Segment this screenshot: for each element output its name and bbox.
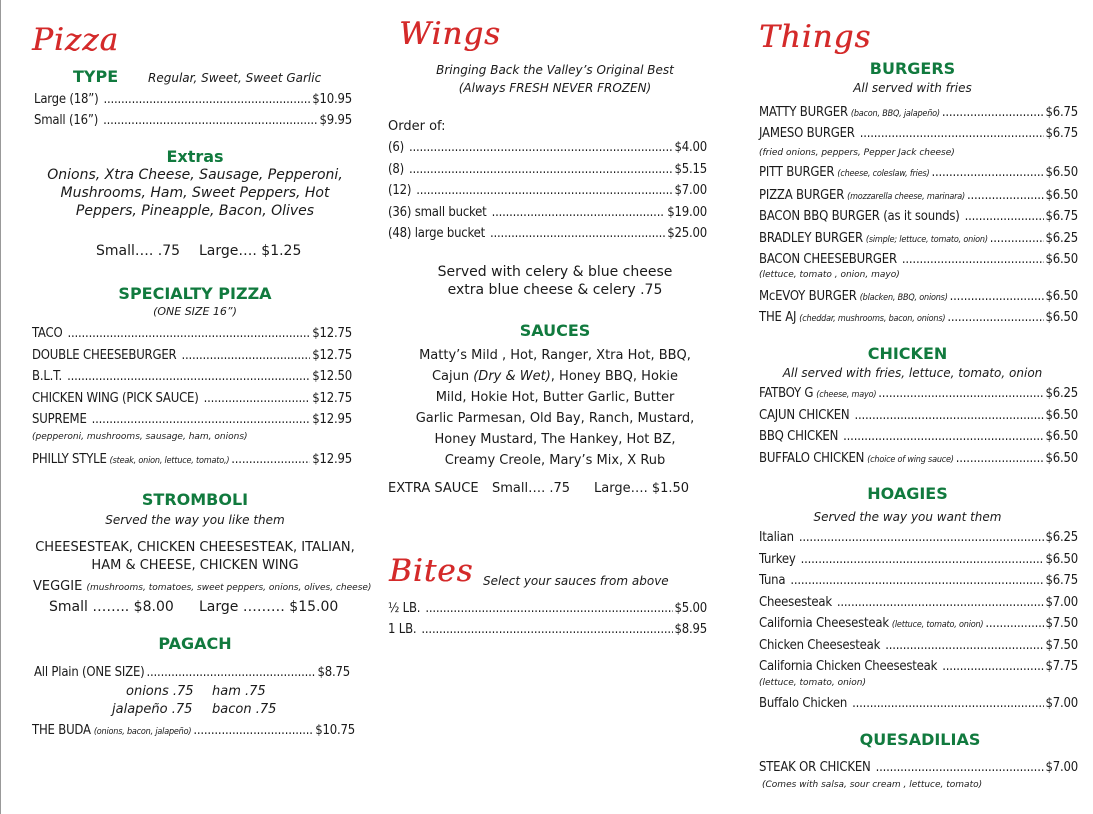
supreme-description: (pepperoni, mushrooms, sausage, ham, onions) — [32, 432, 248, 442]
stromboli-heading: STROMBOLI — [141, 490, 249, 509]
menu-item-row — [759, 209, 1078, 224]
dot-leader — [103, 113, 317, 128]
dot-leader — [950, 289, 1044, 304]
extras-heading: Extras — [166, 147, 224, 166]
menu-item-row — [32, 326, 352, 341]
burgers-note: All served with fries — [853, 81, 972, 95]
pagach-addon: ham .75 — [212, 684, 266, 699]
item-price: $6.75 — [1045, 126, 1078, 141]
menu-item-row — [388, 140, 707, 155]
dot-leader — [965, 209, 1044, 224]
served-line: Served with celery & blue cheese — [437, 264, 673, 280]
item-price: $12.75 — [312, 391, 352, 406]
pagach-heading: PAGACH — [158, 634, 232, 653]
item-name: TACO — [32, 326, 63, 341]
dot-leader — [985, 616, 1043, 631]
menu-item-row — [32, 452, 352, 467]
item-note: (cheese, mayo) — [816, 390, 877, 400]
menu-item-row — [759, 616, 1078, 631]
quesadillas-heading: QUESADILIAS — [859, 730, 981, 749]
item-price: $12.95 — [312, 452, 352, 467]
type-heading: TYPE — [73, 67, 119, 86]
item-name: ½ LB. — [388, 601, 421, 616]
item-price: $6.50 — [1045, 552, 1078, 567]
item-price: $19.00 — [667, 205, 707, 220]
menu-item-row — [759, 126, 1078, 141]
item-name: CAJUN CHICKEN — [759, 408, 850, 423]
item-name: Chicken Cheesesteak — [759, 638, 881, 653]
item-name: (8) — [388, 162, 404, 177]
dot-leader — [801, 552, 1044, 567]
item-name: BACON BBQ BURGER (as it sounds) — [759, 209, 960, 224]
item-price: $6.50 — [1045, 310, 1078, 325]
menu-item-row — [759, 696, 1078, 711]
dot-leader — [799, 530, 1044, 545]
item-name: DOUBLE CHEESEBURGER — [32, 348, 177, 363]
dot-leader — [67, 326, 310, 341]
menu-item-row — [34, 92, 352, 107]
menu-item-row — [388, 622, 707, 637]
pagach-item — [34, 665, 350, 680]
menu-item-row — [759, 760, 1078, 775]
item-name: PIZZA BURGER — [759, 188, 845, 203]
dot-leader — [852, 696, 1043, 711]
item-price: $8.75 — [317, 665, 350, 680]
bites-title: Bites — [389, 553, 474, 589]
menu-item-row — [759, 408, 1078, 423]
menu-item-row — [388, 601, 707, 616]
dot-leader — [837, 595, 1044, 610]
hoagies-note: Served the way you want them — [813, 510, 1002, 524]
sauce-line: Honey Mustard, The Hankey, Hot BZ, — [434, 432, 676, 447]
item-price: $4.00 — [674, 140, 707, 155]
pizza-title: Pizza — [32, 22, 119, 58]
sauce-line: Garlic Parmesan, Old Bay, Ranch, Mustard, — [415, 411, 695, 426]
item-price: $6.25 — [1045, 386, 1078, 401]
sauce-line: Cajun (Dry & Wet), Honey BBQ, Hokie — [431, 369, 679, 384]
item-name: Tuna — [759, 573, 786, 588]
item-name: THE BUDA — [32, 723, 91, 738]
dot-leader — [492, 205, 666, 220]
things-title: Things — [759, 19, 872, 55]
stromboli-list — [0, 539, 390, 575]
pagach-addon: onions .75 — [126, 684, 194, 699]
item-note: (cheddar, mushrooms, bacon, onions) — [799, 314, 946, 324]
sauces-heading: SAUCES — [519, 321, 591, 340]
item-name: California Chicken Cheesesteak — [759, 659, 938, 674]
item-note: (blacken, BBQ, onions) — [859, 293, 948, 303]
menu-item-row — [32, 348, 352, 363]
dot-leader — [854, 408, 1043, 423]
menu-item-row — [759, 429, 1078, 444]
menu-item-row — [759, 638, 1078, 653]
item-price: $7.00 — [674, 183, 707, 198]
item-name: BBQ CHICKEN — [759, 429, 839, 444]
item-name: 1 LB. — [388, 622, 417, 637]
bites-note: Select your sauces from above — [483, 574, 669, 588]
dot-leader — [416, 183, 672, 198]
item-name: (36) small bucket — [388, 205, 487, 220]
dot-leader — [147, 665, 316, 680]
item-price: $7.00 — [1045, 595, 1078, 610]
menu-item-row — [32, 412, 352, 427]
served-line: extra blue cheese & celery .75 — [447, 282, 663, 298]
item-note: (mozzarella cheese, marinara) — [847, 192, 965, 202]
menu-item-row — [759, 252, 1078, 267]
item-price: $5.15 — [674, 162, 707, 177]
extras-line: Mushrooms, Ham, Sweet Peppers, Hot — [60, 185, 330, 201]
sauce-line: Matty’s Mild , Hot, Ranger, Xtra Hot, BBQ, — [419, 348, 691, 363]
menu-item-row — [388, 162, 707, 177]
item-note: (choice of wing sauce) — [867, 455, 954, 465]
item-price: $6.25 — [1045, 530, 1078, 545]
menu-item-row — [759, 573, 1078, 588]
item-name: BRADLEY BURGER — [759, 231, 863, 246]
dot-leader — [204, 391, 311, 406]
sauce-line: Mild, Hokie Hot, Butter Garlic, Butter — [435, 390, 675, 405]
item-note: (steak, onion, lettuce, tomato,) — [109, 456, 230, 466]
wings-tagline-2: (Always FRESH NEVER FROZEN) — [458, 81, 652, 95]
dot-leader — [409, 162, 673, 177]
item-price: $12.50 — [312, 369, 352, 384]
menu-item-row — [759, 552, 1078, 567]
item-price: $6.50 — [1045, 252, 1078, 267]
item-name: Small (16”) — [34, 113, 99, 128]
menu-item-row — [759, 105, 1078, 120]
item-name: MATTY BURGER — [759, 105, 848, 120]
item-price: $7.50 — [1045, 616, 1078, 631]
veggie-note: (mushrooms, tomatoes, sweet peppers, onions, olives, cheese) — [86, 583, 372, 593]
dot-leader — [103, 92, 310, 107]
item-name: THE AJ — [759, 310, 797, 325]
item-name: California Cheesesteak — [759, 616, 889, 631]
item-name: Cheesesteak — [759, 595, 832, 610]
type-note: Regular, Sweet, Sweet Garlic — [148, 71, 322, 85]
item-name: (12) — [388, 183, 412, 198]
item-name: SUPREME — [32, 412, 87, 427]
dot-leader — [790, 573, 1043, 588]
item-price: $7.00 — [1045, 696, 1078, 711]
dot-leader — [181, 348, 310, 363]
menu-item-row — [388, 183, 707, 198]
order-label: Order of: — [388, 119, 446, 134]
item-price: $6.50 — [1045, 289, 1078, 304]
dot-leader — [878, 386, 1043, 401]
dot-leader — [885, 638, 1043, 653]
item-price: $6.50 — [1045, 165, 1078, 180]
dot-leader — [931, 165, 1043, 180]
dot-leader — [967, 188, 1044, 203]
item-name: PHILLY STYLE — [32, 452, 107, 467]
stromboli-large-price: Large ……… $15.00 — [199, 599, 339, 615]
item-name: Turkey — [759, 552, 796, 567]
menu-item-row — [759, 165, 1078, 180]
menu-item-row — [34, 113, 352, 128]
item-name: BUFFALO CHICKEN — [759, 451, 865, 466]
jameso-description: (fried onions, peppers, Pepper Jack cheese) — [759, 148, 955, 158]
stromboli-line: HAM & CHEESE, CHICKEN WING — [91, 558, 299, 573]
pagach-addon: jalapeño .75 — [112, 702, 193, 717]
sauce-line: Creamy Creole, Mary’s Mix, X Rub — [444, 453, 666, 468]
item-price: $12.95 — [312, 412, 352, 427]
item-price: $6.75 — [1045, 209, 1078, 224]
menu-item-row — [759, 659, 1078, 674]
dot-leader — [942, 105, 1044, 120]
item-name: BACON CHEESEBURGER — [759, 252, 897, 267]
menu-item-row — [759, 386, 1078, 401]
item-name: FATBOY G — [759, 386, 814, 401]
menu-item-row — [32, 391, 352, 406]
dot-leader — [990, 231, 1044, 246]
extras-line: Peppers, Pineapple, Bacon, Olives — [75, 203, 315, 219]
item-name: STEAK OR CHICKEN — [759, 760, 871, 775]
item-price: $10.95 — [312, 92, 352, 107]
dot-leader — [231, 452, 310, 467]
item-price: $12.75 — [312, 326, 352, 341]
specialty-heading: SPECIALTY PIZZA — [118, 284, 272, 303]
pagach-item — [32, 723, 355, 738]
dot-leader — [942, 659, 1043, 674]
extras-list — [0, 166, 390, 220]
menu-item-row — [759, 595, 1078, 610]
item-note: (bacon, BBQ, jalapeño) — [850, 109, 940, 119]
dot-leader — [193, 723, 313, 738]
menu-item-row — [32, 369, 352, 384]
menu-item-row — [759, 451, 1078, 466]
menu-item-row — [388, 205, 707, 220]
item-name: Buffalo Chicken — [759, 696, 848, 711]
california-chicken-description: (lettuce, tomato, onion) — [759, 678, 867, 688]
menu-item-row — [759, 231, 1078, 246]
sauces-list — [380, 345, 730, 471]
specialty-note: (ONE SIZE 16”) — [153, 305, 237, 318]
chicken-heading: CHICKEN — [867, 344, 948, 363]
dot-leader — [902, 252, 1044, 267]
dot-leader — [876, 760, 1044, 775]
item-price: $6.75 — [1045, 105, 1078, 120]
veggie-label: VEGGIE — [33, 579, 83, 594]
wings-served-text — [380, 263, 730, 299]
dot-leader — [92, 412, 311, 427]
item-note: (simple; lettuce, tomato, onion) — [865, 235, 988, 245]
dot-leader — [956, 451, 1044, 466]
item-name: Large (18”) — [34, 92, 99, 107]
item-price: $6.50 — [1045, 408, 1078, 423]
stromboli-note: Served the way you like them — [105, 513, 285, 527]
dot-leader — [490, 226, 665, 241]
extras-small-price: Small…. .75 — [96, 243, 181, 259]
item-price: $9.95 — [319, 113, 352, 128]
item-name: McEVOY BURGER — [759, 289, 857, 304]
item-name: JAMESO BURGER — [759, 126, 855, 141]
item-note: (lettuce, tomato, onion) — [891, 620, 984, 630]
extras-large-price: Large…. $1.25 — [199, 243, 302, 259]
dot-leader — [947, 310, 1043, 325]
item-price: $6.25 — [1045, 231, 1078, 246]
dot-leader — [843, 429, 1043, 444]
item-name: All Plain (ONE SIZE) — [34, 665, 145, 680]
item-name: (48) large bucket — [388, 226, 486, 241]
extra-sauce-small: Small…. .75 — [492, 481, 571, 496]
item-price: $6.50 — [1045, 188, 1078, 203]
item-name: CHICKEN WING (PICK SAUCE) — [32, 391, 199, 406]
item-price: $5.00 — [674, 601, 707, 616]
item-price: $6.50 — [1045, 451, 1078, 466]
dot-leader — [860, 126, 1044, 141]
stromboli-line: CHEESESTEAK, CHICKEN CHEESESTEAK, ITALIAN, — [35, 540, 355, 555]
burgers-heading: BURGERS — [869, 59, 956, 78]
bacon-cheeseburger-description: (lettuce, tomato , onion, mayo) — [759, 270, 900, 280]
item-price: $6.50 — [1045, 429, 1078, 444]
item-price: $6.75 — [1045, 573, 1078, 588]
item-price: $25.00 — [667, 226, 707, 241]
item-price: $7.50 — [1045, 638, 1078, 653]
item-name: PITT BURGER — [759, 165, 835, 180]
wings-tagline: Bringing Back the Valley’s Original Best — [436, 63, 674, 77]
item-name: B.L.T. — [32, 369, 63, 384]
extra-sauce-large: Large…. $1.50 — [594, 481, 690, 496]
hoagies-heading: HOAGIES — [867, 484, 948, 503]
item-price: $10.75 — [315, 723, 355, 738]
item-name: Italian — [759, 530, 794, 545]
item-price: $8.95 — [674, 622, 707, 637]
item-name: (6) — [388, 140, 404, 155]
item-note: (cheese, coleslaw, fries) — [837, 169, 930, 179]
item-price: $7.75 — [1045, 659, 1078, 674]
dot-leader — [425, 601, 672, 616]
extras-line: Onions, Xtra Cheese, Sausage, Pepperoni, — [47, 167, 343, 183]
stromboli-small-price: Small …….. $8.00 — [49, 599, 174, 615]
menu-item-row — [759, 530, 1078, 545]
extra-sauce-label: EXTRA SAUCE — [388, 481, 479, 496]
chicken-note: All served with fries, lettuce, tomato, onion — [782, 366, 1043, 380]
dot-leader — [67, 369, 310, 384]
menu-item-row — [759, 188, 1078, 203]
page-edge — [0, 0, 1, 814]
pagach-addon: bacon .75 — [212, 702, 277, 717]
menu-item-row — [759, 310, 1078, 325]
item-price: $12.75 — [312, 348, 352, 363]
quesadillas-description: (Comes with salsa, sour cream , lettuce, tomato) — [762, 780, 983, 790]
menu-item-row — [388, 226, 707, 241]
wings-title: Wings — [399, 16, 501, 52]
dot-leader — [421, 622, 672, 637]
item-note: (onions, bacon, jalapeño) — [93, 727, 192, 737]
dot-leader — [409, 140, 673, 155]
veggie-line — [33, 579, 371, 594]
item-price: $7.00 — [1045, 760, 1078, 775]
menu-item-row — [759, 289, 1078, 304]
